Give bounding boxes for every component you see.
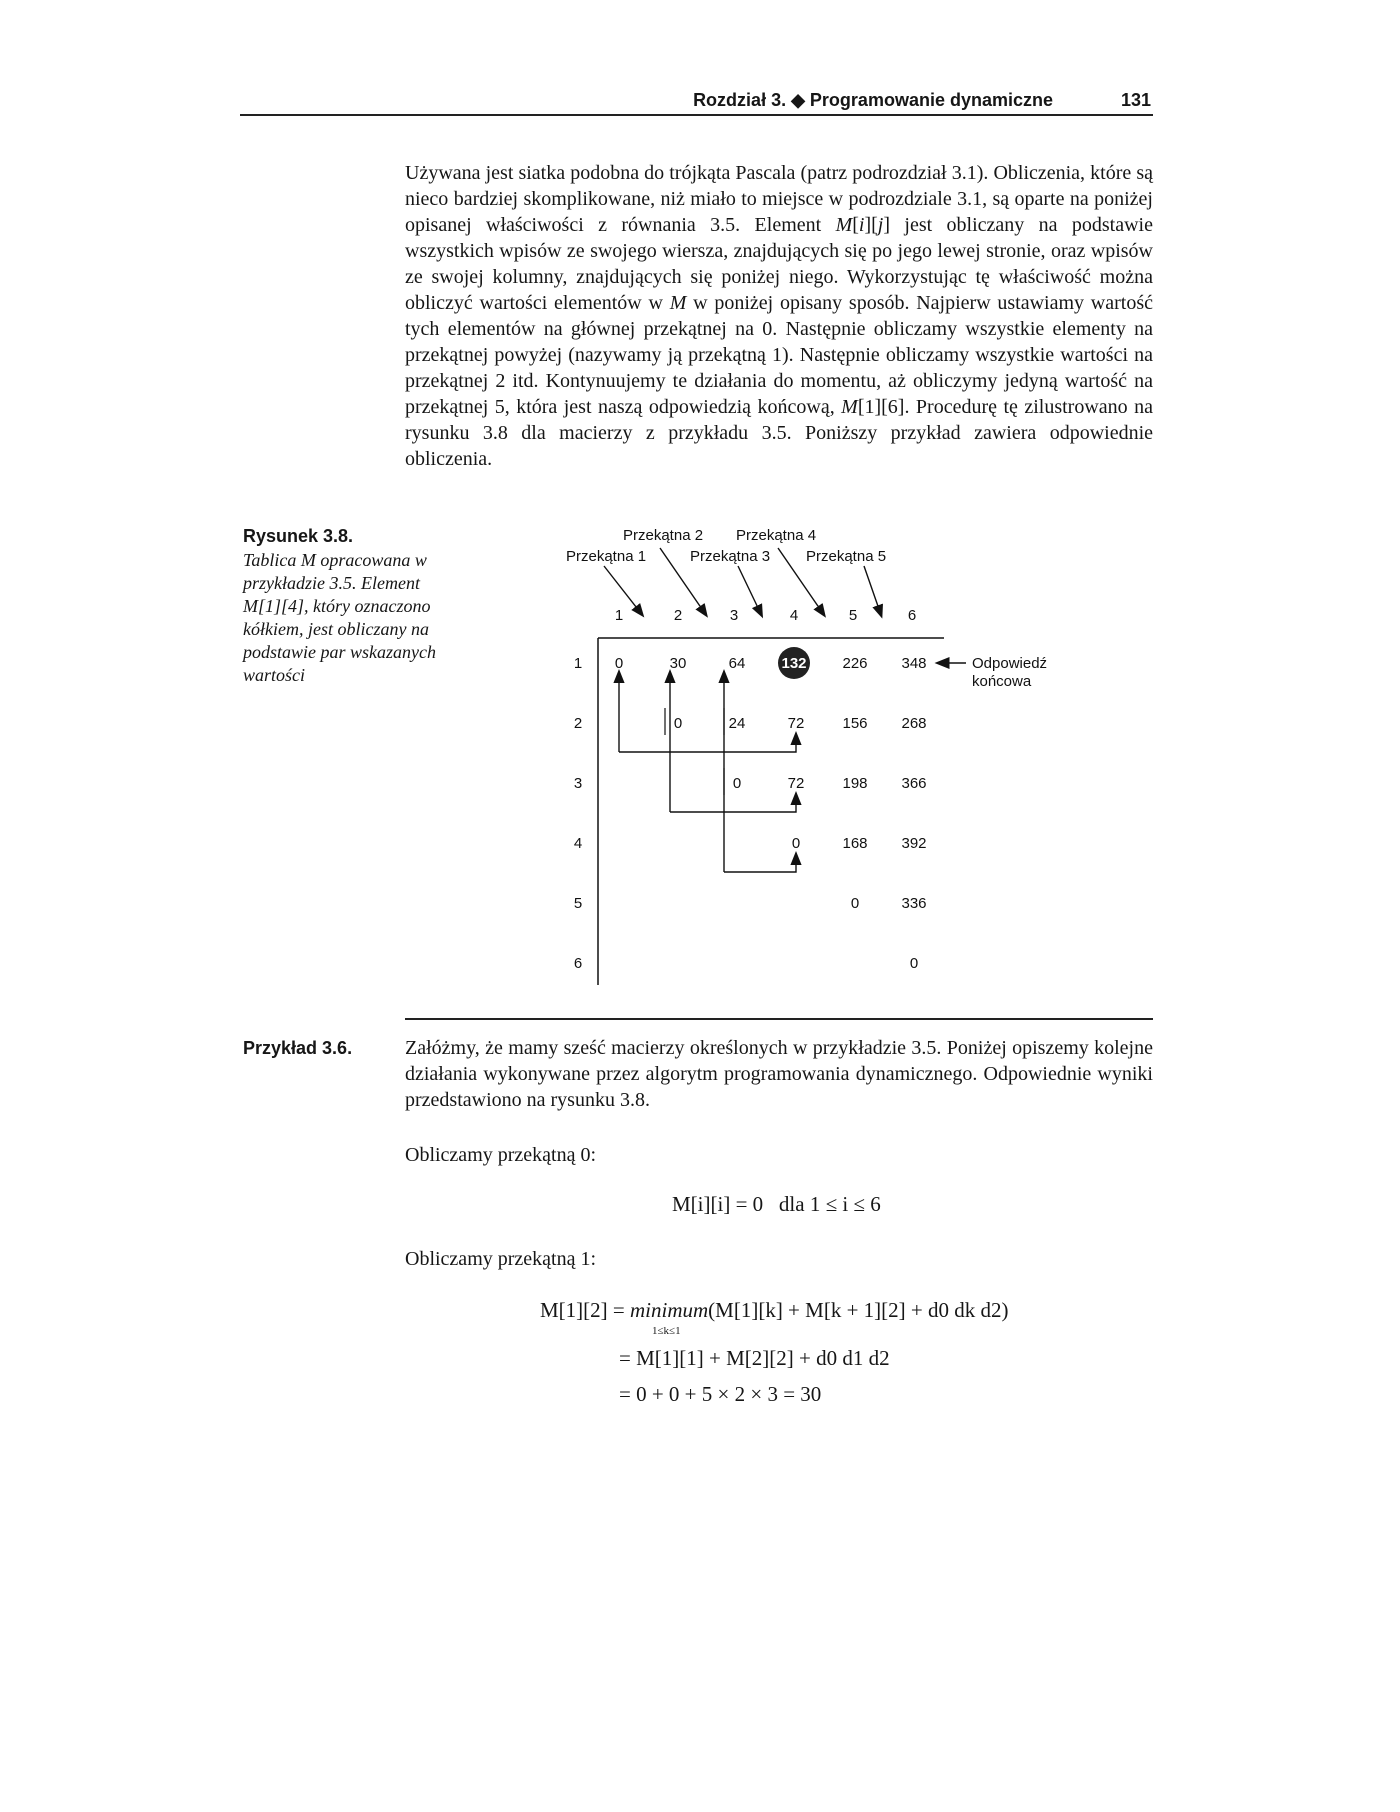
minimum-operator: minimum 1≤k≤1: [630, 1298, 709, 1337]
answer-label-line2: końcowa: [972, 673, 1032, 690]
cell-2-4: 72: [787, 715, 805, 732]
figure-label: Rysunek 3.8.: [243, 526, 354, 546]
column-header-6: 6: [907, 607, 917, 624]
example-rule: [405, 1018, 1153, 1020]
cell-6-6: 0: [909, 955, 919, 972]
equation-diagonal-1-line2: = M[1][1] + M[2][2] + d0 d1 d2: [619, 1346, 890, 1370]
example-label: Przykład 3.6.: [243, 1038, 353, 1058]
cell-2-5: 156: [842, 715, 868, 732]
equation-diagonal-1-line1: [540, 1298, 1009, 1337]
cell-4-6: 392: [901, 835, 927, 852]
eq1-line1-rest: (M[1][k] + M[k + 1][2] + d0 dk d2): [708, 1298, 1009, 1322]
cell-1-6: 348: [901, 655, 927, 672]
step0-text: Obliczamy przekątną 0:: [405, 1144, 597, 1166]
answer-label-line1: Odpowiedź: [972, 655, 1048, 672]
row-header-5: 5: [573, 895, 583, 912]
row-header-3: 3: [573, 775, 583, 792]
cell-1-4: 132: [781, 655, 807, 672]
column-header-3: 3: [729, 607, 739, 624]
eq1-lhs: M[1][2] =: [540, 1298, 625, 1322]
row-header-2: 2: [573, 715, 583, 732]
cell-5-6: 336: [901, 895, 927, 912]
equation-diagonal-1-line3: = 0 + 0 + 5 × 2 × 3 = 30: [619, 1382, 822, 1406]
diagonal-label-2: Przekątna 2: [623, 527, 704, 544]
cell-1-3: 64: [728, 655, 746, 672]
cell-3-6: 366: [901, 775, 927, 792]
intro-paragraph: Używana jest siatka podobna do trójkąta Pascala (patrz podrozdział 3.1). Obliczenia, które są nieco bardziej skomplikowane, niż miało to miejsce w podrozdziale 3.1, są oparte na poniżej opisanej właściwości z równania 3.5. Element M[i][j] jest obliczany na podstawie wszystkich wpisów ze swojego wiersza, znajdujących się po jego lewej stronie, oraz wpisów ze swojej kolumny, znajdujących się poniżej niego. Wykorzystując tę właściwość można obliczyć wartości elementów w M w poniżej opisany sposób. Najpierw ustawiamy wartość tych elementów na głównej przekątnej na 0. Następnie obliczamy wszystkie elementy na przekątnej powyżej (nazywamy ją przekątną 1). Następnie obliczamy wszystkie wartości na przekątnej 2 itd. Kontynuujemy te działania do momentu, aż obliczymy jedyną wartość na przekątnej 5, która jest naszą odpowiedzią końcową, M[1][6]. Procedurę tę zilustrowano na rysunku 3.8 dla macierzy z przykładu 3.5. Poniższy przykład zawiera odpowiednie obliczenia.: [405, 162, 1154, 470]
cell-5-5: 0: [850, 895, 860, 912]
chapter-title: Rozdział 3. ◆ Programowanie dynamiczne: [693, 90, 1053, 110]
column-header-4: 4: [789, 607, 799, 624]
minimum-range: 1≤k≤1: [652, 1325, 681, 1337]
page-number: 131: [1120, 90, 1151, 110]
cell-2-3: 24: [728, 715, 746, 732]
cell-3-4: 72: [787, 775, 805, 792]
diagonal-label-1: Przekątna 1: [566, 548, 647, 565]
equation-diagonal-0: [672, 1192, 881, 1217]
cell-4-4: 0: [791, 835, 801, 852]
figure-caption: Tablica M opracowana w przykładzie 3.5. Element M[1][4], który oznaczono kółkiem, jest obliczany na podstawie par wskazanych wartości: [243, 550, 436, 685]
diagonal-label-3: Przekątna 3: [690, 548, 771, 565]
cell-1-2: 30: [669, 655, 687, 672]
cell-1-5: 226: [842, 655, 868, 672]
cell-3-3: 0: [732, 775, 742, 792]
column-header-1: 1: [614, 607, 624, 624]
cell-2-6: 268: [901, 715, 927, 732]
column-header-2: 2: [673, 607, 683, 624]
cell-2-2: 0: [673, 715, 683, 732]
row-header-6: 6: [573, 955, 583, 972]
column-header-5: 5: [848, 607, 858, 624]
example-paragraph: Załóżmy, że mamy sześć macierzy określonych w przykładzie 3.5. Poniżej opiszemy kolejne działania wykonywane przez algorytm programowania dynamicznego. Odpowiednie wyniki przedstawiono na rysunku 3.8.: [405, 1037, 1153, 1111]
row-header-4: 4: [573, 835, 583, 852]
diagonal-label-5: Przekątna 5: [806, 548, 887, 565]
cell-3-5: 198: [842, 775, 868, 792]
eq0-lhs: M[i][i] = 0: [672, 1192, 764, 1216]
cell-1-1: 0: [614, 655, 624, 672]
row-header-1: 1: [573, 655, 583, 672]
cell-4-5: 168: [842, 835, 868, 852]
diagonal-label-4: Przekątna 4: [736, 527, 817, 544]
eq0-condition: dla 1 ≤ i ≤ 6: [778, 1192, 881, 1216]
step1-text: Obliczamy przekątną 1:: [405, 1248, 597, 1270]
